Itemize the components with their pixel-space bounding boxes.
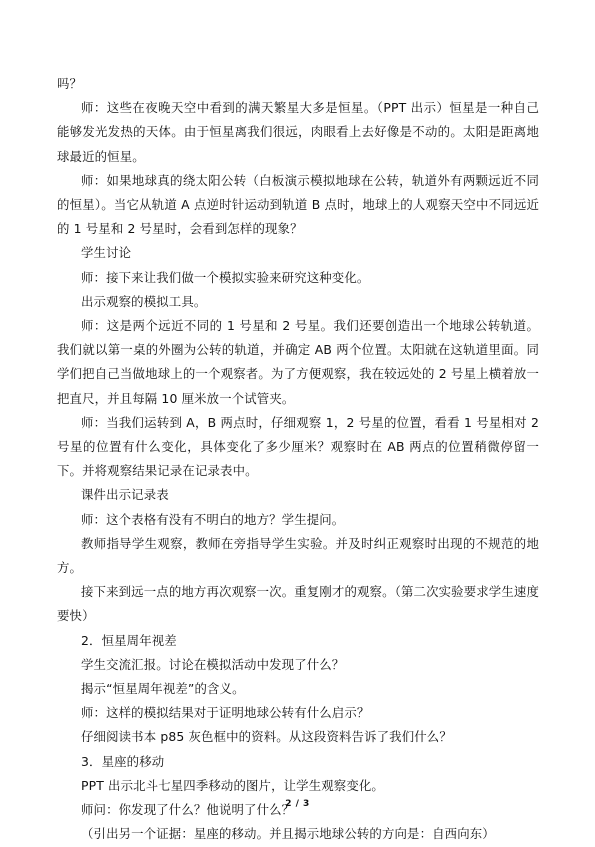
paragraph-8: 课件出示记录表 bbox=[81, 487, 169, 503]
paragraph-16: 仔细阅读书本 p85 灰色框中的资料。从这段资料告诉了我们什么？ bbox=[81, 729, 452, 745]
paragraph-18: PPT 出示北斗七星四季移动的图片，让学生观察变化。 bbox=[81, 777, 384, 793]
paragraph-11: 接下来到远一点的地方再次观察一次。重复刚才的观察。（第二次实验要求学生速度要快） bbox=[57, 584, 539, 624]
paragraph-3: 学生讨论 bbox=[81, 245, 132, 261]
paragraph-15: 师：这样的模拟结果对于证明地球公转有什么启示？ bbox=[81, 705, 370, 721]
paragraph-0: 吗？ bbox=[57, 76, 83, 91]
paragraph-14: 揭示“恒星周年视差”的含义。 bbox=[81, 681, 245, 697]
paragraph-6: 师：这是两个远近不同的 1 号星和 2 号星。我们还要创造出一个地球公转轨道。我们就以第一桌的外圈为公转的轨道，并确定 AB 两个位置。太阳就在这轨道里面。同学们把自己当做地球上的一个观察者。为了方便观察，我在较远处的 2 号星上横着放一把直尺，并且每隔 10 厘米放一个试管夹。 bbox=[57, 318, 539, 406]
section-heading-2: 2．恒星周年视差 bbox=[81, 632, 177, 648]
section-heading-3: 3．星座的移动 bbox=[81, 753, 165, 769]
paragraph-5: 出示观察的模拟工具。 bbox=[81, 293, 207, 309]
paragraph-1: 师：这些在夜晚天空中看到的满天繁星大多是恒星。（PPT 出示）恒星是一种自己能够发光发热的天体。由于恒星离我们很远，肉眼看上去好像是不动的。太阳是距离地球最近的恒星。 bbox=[57, 100, 539, 164]
paragraph-4: 师：接下来让我们做一个模拟实验来研究这种变化。 bbox=[81, 269, 370, 285]
paragraph-13: 学生交流汇报。讨论在模拟活动中发现了什么？ bbox=[81, 656, 345, 672]
paragraph-2: 师：如果地球真的绕太阳公转（白板演示模拟地球在公转，轨道外有两颗远近不同的恒星）。当它从轨道 A 点逆时针运动到轨道 B 点时，地球上的人观察天空中不同远近的 1 号星和 2 号星时，会看到怎样的现象？ bbox=[57, 172, 539, 237]
paragraph-7: 师：当我们运转到 A，B 两点时，仔细观察 1，2 号星的位置，看看 1 号星相对 2 号星的位置有什么变化，具体变化了多少厘米？观察时在 AB 两点的位置稍微停留一下。并将观察结果记录在记录表中。 bbox=[57, 414, 539, 479]
paragraph-19: 师问：你发现了什么？他说明了什么？ bbox=[81, 802, 295, 818]
page-body bbox=[57, 72, 539, 847]
paragraph-9: 师：这个表格有没有不明白的地方？学生提问。 bbox=[81, 511, 345, 527]
page-number: 2 / 3 bbox=[285, 799, 310, 809]
paragraph-10: 教师指导学生观察，教师在旁指导学生实验。并及时纠正观察时出现的不规范的地方。 bbox=[57, 535, 539, 576]
paragraph-20: （引出另一个证据：星座的移动。并且揭示地球公转的方向是：自西向东） bbox=[81, 826, 495, 842]
